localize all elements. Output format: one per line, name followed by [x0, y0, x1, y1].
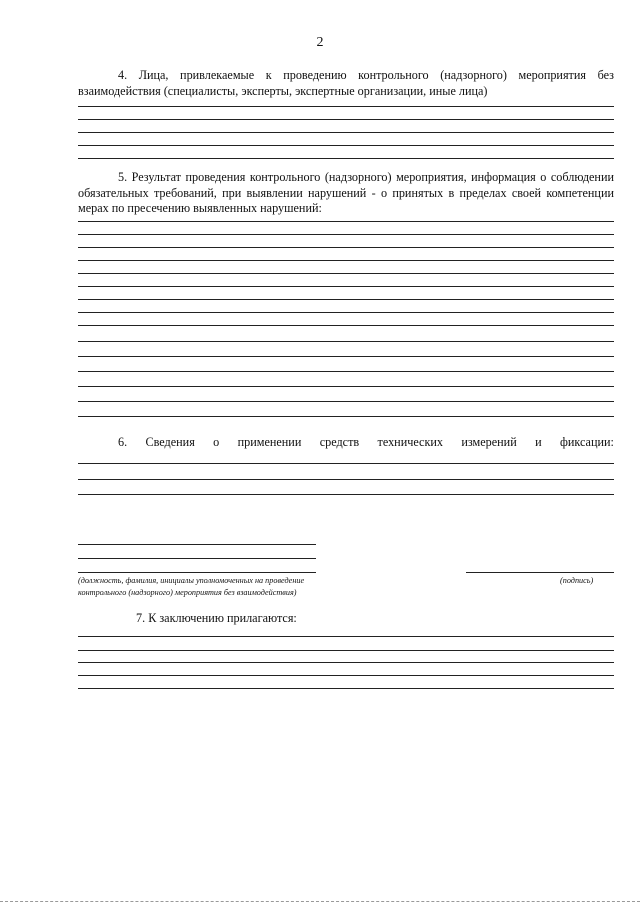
fill-line [78, 650, 614, 651]
signature-name-line [78, 544, 316, 545]
fill-line [78, 145, 614, 146]
fill-line [78, 286, 614, 287]
section-5-label: 5. Результат проведения контрольного (надзорного) мероприятия, информация о соблюдении обязательных требований, при выявлении нарушений - о принятых в пределах своей компетенции мерах по пресечению выявленных нарушений: [78, 170, 614, 215]
fill-line [78, 636, 614, 637]
section-6-word: Сведения [145, 435, 195, 449]
fill-line [78, 106, 614, 107]
signature-caption-left [78, 575, 304, 599]
fill-line [78, 688, 614, 689]
fill-line [78, 675, 614, 676]
section-7-text [78, 611, 614, 627]
fill-line [78, 247, 614, 248]
signature-name-line [78, 572, 316, 573]
section-6-word: о [213, 435, 220, 449]
section-6-word: применении [237, 435, 302, 449]
section-6-text [78, 435, 614, 450]
caption-line-1: (должность, фамилия, инициалы уполномоченных на проведение [78, 576, 305, 585]
section-6-word: измерений [461, 435, 517, 449]
fill-line [78, 260, 614, 261]
fill-line [78, 158, 614, 159]
fill-line [78, 416, 614, 417]
fill-line [78, 312, 614, 313]
signature-name-line [78, 558, 316, 559]
signature-line [466, 572, 614, 573]
section-4-text [78, 68, 614, 99]
fill-line [78, 386, 614, 387]
fill-line [78, 479, 614, 480]
fill-line [78, 299, 614, 300]
fill-line [78, 371, 614, 372]
caption-line-2: контрольного (надзорного) мероприятия без взаимодействия) [78, 588, 297, 597]
scan-bottom-edge [0, 901, 640, 905]
fill-line [78, 662, 614, 663]
section-6-word: 6. [118, 435, 128, 449]
fill-line [78, 494, 614, 495]
section-5-text [78, 170, 614, 217]
fill-line [78, 325, 614, 326]
fill-line [78, 463, 614, 464]
signature-caption-right: (подпись) [560, 576, 594, 585]
fill-line [78, 356, 614, 357]
fill-line [78, 119, 614, 120]
section-7-label: 7. К заключению прилагаются: [136, 611, 297, 625]
fill-line [78, 401, 614, 402]
fill-line [78, 273, 614, 274]
fill-line [78, 341, 614, 342]
fill-line [78, 234, 614, 235]
page-number: 2 [316, 35, 324, 50]
section-6-word: средств [319, 435, 360, 449]
section-6-word: и [535, 435, 542, 449]
fill-line [78, 221, 614, 222]
section-6-word: технических [377, 435, 444, 449]
fill-line [78, 132, 614, 133]
section-4-label: 4. Лица, привлекаемые к проведению контрольного (надзорного) мероприятия без взаимодействия (специалисты, эксперты, экспертные организации, иные лица) [78, 68, 614, 98]
section-6-word: фиксации: [559, 435, 614, 449]
